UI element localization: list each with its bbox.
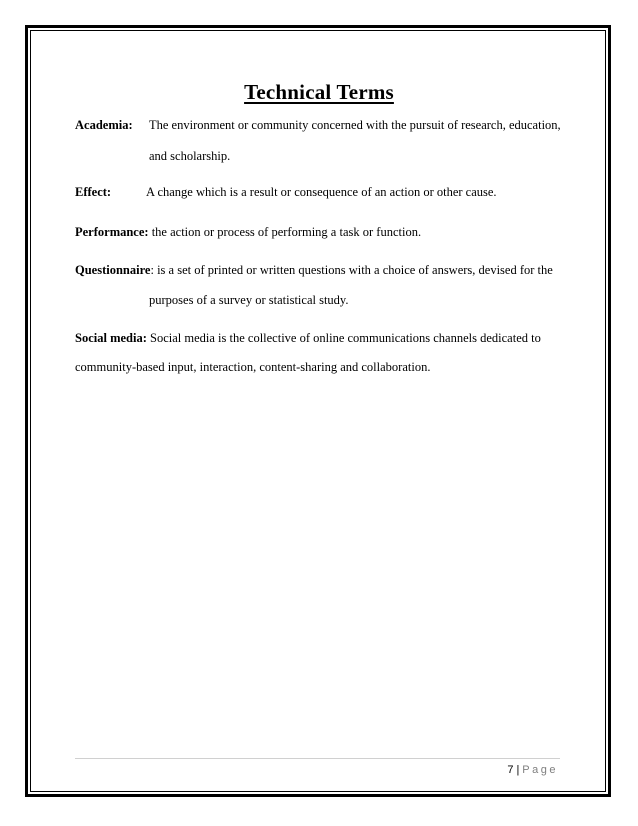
definition-performance-line-1: the action or process of performing a task or function. (151, 225, 422, 239)
page-title: Technical Terms (244, 80, 394, 104)
term-questionnaire: Questionnaire (75, 263, 151, 277)
definition-effect (75, 184, 111, 200)
definition-academia-line-2: and scholarship. (149, 149, 231, 163)
definition-academia-line-1: The environment or community concerned with the pursuit of research, education, (149, 118, 561, 132)
definition-questionnaire-line-2: purposes of a survey or statistical study. (149, 293, 349, 307)
definition-social-media-line-1: Social media is the collective of online communications channels dedicated to (150, 331, 541, 345)
footer-separator: | (516, 764, 520, 776)
page-footer (507, 763, 558, 777)
term-academia: Academia: (75, 118, 133, 132)
page-number: 7 (507, 764, 514, 776)
definition-academia (75, 117, 133, 133)
term-effect: Effect: (75, 185, 112, 199)
definition-social-media (75, 330, 541, 346)
page-border-inner (30, 30, 606, 792)
term-performance: Performance: (75, 225, 149, 239)
definition-questionnaire-line-1: : is a set of printed or written questions with a choice of answers, devised for the (150, 263, 553, 277)
definition-effect-line-1: A change which is a result or consequence of an action or other cause. (146, 185, 497, 199)
definition-questionnaire (75, 262, 553, 278)
definition-performance (75, 224, 421, 240)
term-social-media: Social media: (75, 331, 147, 345)
footer-divider (75, 758, 560, 759)
page-label: Page (522, 764, 558, 776)
definition-social-media-line-2: community-based input, interaction, content-sharing and collaboration. (75, 360, 431, 374)
